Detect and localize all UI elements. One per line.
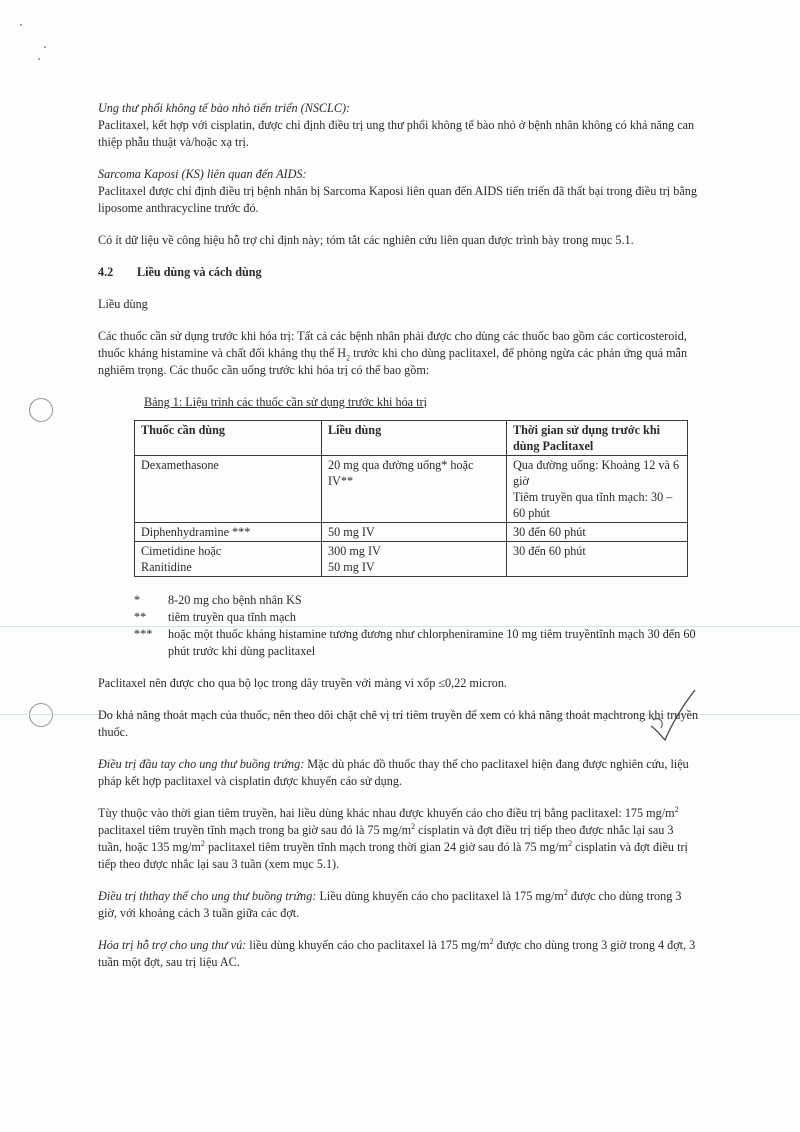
table-row (135, 456, 688, 523)
punch-hole-icon (29, 398, 53, 422)
superscript: 2 (200, 838, 205, 848)
paragraph-text: cisplatin và đợt điều trị tiếp theo được nhắc lại sau 3 tuần, hoặc 135 mg/m (98, 823, 674, 854)
subscript: 2 (346, 353, 351, 363)
paragraph-text: Liều dùng khuyến cáo cho paclitaxel là 175 mg/m (316, 889, 564, 903)
paragraph-text: cisplatin và đợt điều trị tiếp theo được nhắc lại sau 3 tuần (xem mục 5.1). (98, 840, 688, 871)
ks-heading: Sarcoma Kaposi (KS) liên quan đến AIDS: (98, 167, 307, 181)
dose-line: 50 mg IV (328, 560, 375, 574)
table-caption: Bảng 1: Liệu trình các thuốc cần sử dụng trước khi hóa trị (144, 395, 427, 409)
scan-speck (20, 24, 22, 26)
punch-hole-icon (29, 703, 53, 727)
table-cell-drug (135, 542, 322, 577)
superscript: 2 (411, 821, 416, 831)
footnote (134, 592, 700, 609)
footnote-mark: * (134, 593, 141, 607)
ks-text: Paclitaxel được chỉ định điều trị bệnh nhân bị Sarcoma Kaposi liên quan đến AIDS tiến triển đã thất bại trong điều trị bằng liposome anthracycline trước đó. (98, 184, 697, 215)
superscript: 2 (568, 838, 573, 848)
paragraph-label: Hóa trị hỗ trợ cho ung thư vú: (98, 938, 247, 952)
evidence-text: Có ít dữ liệu về công hiệu hỗ trợ chỉ định này; tóm tắt các nghiên cứu liên quan được trình bày trong mục 5.1. (98, 233, 634, 247)
paragraph-text: liều dùng khuyến cáo cho paclitaxel là 175 mg/m (246, 938, 490, 952)
drug-line: Cimetidine hoặc (141, 544, 222, 558)
infusion-paragraph (98, 805, 700, 873)
scan-speck (38, 58, 40, 60)
superscript: 2 (563, 887, 568, 897)
premedication-text-part: trước khi cho dùng paclitaxel, để phòng ngừa các phản ứng quá mẫn nghiêm trọng. Các thuốc cần uống trước khi hóa trị có thể bao gồm: (98, 346, 688, 377)
section-number: 4.2 (98, 265, 114, 279)
table-cell-dose: 20 mg qua đường uống* hoặc IV** (322, 456, 507, 523)
footnote (134, 626, 700, 660)
ovarian-first-line-paragraph (98, 756, 700, 790)
table-row (135, 542, 688, 577)
paragraph-label: Điều trị đầu tay cho ung thư buồng trứng: (98, 757, 305, 771)
paragraph-label: Điều trị ththay thế cho ung thư buồng trứng: (98, 889, 317, 903)
footnote-text: hoặc một thuốc kháng histamine tương đương như chlorpheniramine 10 mg tiêm truyềntĩnh mạch 30 đến 60 phút trước khi dùng paclitaxel (168, 627, 696, 658)
section-heading (98, 264, 700, 281)
time-line: Qua đường uống: Khoảng 12 và 6 giờ (513, 458, 680, 488)
paragraph-text: paclitaxel tiêm truyền tĩnh mạch trong thời gian 24 giờ sau đó là 75 mg/m (204, 840, 569, 854)
dosage-subheading: Liều dùng (98, 297, 148, 311)
table-cell-dose (322, 542, 507, 577)
table-cell-time (507, 456, 688, 523)
table-cell-dose: 50 mg IV (322, 523, 507, 542)
table-row (135, 523, 688, 542)
dose-line: 300 mg IV (328, 544, 381, 558)
table-cell-drug: Dexamethasone (135, 456, 322, 523)
nsclc-text: Paclitaxel, kết hợp với cisplatin, được chỉ định điều trị ung thư phổi không tế bào nhỏ ở bệnh nhân không có khả năng can thiệp phẫu thuật và/hoặc xạ trị. (98, 118, 695, 149)
footnote-text: tiêm truyền qua tĩnh mạch (168, 610, 296, 624)
table-cell-time: 30 đến 60 phút (507, 542, 688, 577)
footnote (134, 609, 700, 626)
time-line: Tiêm truyền qua tĩnh mạch: 30 – 60 phút (513, 490, 673, 520)
drug-line: Ranitidine (141, 560, 192, 574)
table-cell-time: 30 đến 60 phút (507, 523, 688, 542)
footnote-text: 8-20 mg cho bệnh nhân KS (168, 593, 302, 607)
breast-adjuvant-paragraph (98, 937, 700, 971)
ovarian-second-line-paragraph (98, 888, 700, 922)
paragraph-text: paclitaxel tiêm truyền tĩnh mạch trong ba giờ sau đó là 75 mg/m (98, 823, 412, 837)
section-title: Liều dùng và cách dùng (137, 265, 262, 279)
premedication-text-part: Các thuốc cần sử dụng trước khi hóa trị: Tất cả các bệnh nhân phải được cho dùng các thuốc bao gồm các corticosteroid, thuốc kháng histamine và chất đối kháng thụ thể H (98, 329, 687, 360)
table-header-cell: Liều dùng (322, 421, 507, 456)
premedication-text (98, 328, 700, 379)
document-body (98, 100, 700, 971)
paragraph-text: Mặc dù phác đồ thuốc thay thế cho paclitaxel hiện đang được nghiên cứu, liệu pháp kết hợp paclitaxel và cisplatin được khuyến cáo sử dụng. (98, 757, 689, 788)
filter-text: Paclitaxel nên được cho qua bộ lọc trong dây truyền với màng vi xốp ≤0,22 micron. (98, 676, 507, 690)
table-header-row (135, 421, 688, 456)
scan-speck (44, 46, 46, 48)
paragraph-text: được cho dùng trong 3 giờ, với khoảng cách 3 tuần giữa các đợt. (98, 889, 682, 920)
table-header-cell: Thuốc cần dùng (135, 421, 322, 456)
extravasation-text: Do khả năng thoát mạch của thuốc, nên theo dõi chặt chẽ vị trí tiêm truyền để xem có khả năng thoát mạchtrong khi truyền thuốc. (98, 708, 699, 739)
table-header-cell: Thời gian sử dụng trước khi dùng Paclitaxel (507, 421, 688, 456)
paragraph-text: Tùy thuộc vào thời gian tiêm truyền, hai liều dùng khác nhau được khuyến cáo cho điều trị bằng paclitaxel: 175 mg/m (98, 806, 675, 820)
nsclc-heading: Ung thư phổi không tế bào nhỏ tiến triển (NSCLC): (98, 101, 351, 115)
table-cell-drug: Diphenhydramine *** (135, 523, 322, 542)
superscript: 2 (489, 936, 494, 946)
paragraph-text: được cho dùng trong 3 giờ trong 4 đợt, 3 tuần một đợt, sau trị liệu AC. (98, 938, 696, 969)
footnote-mark: ** (134, 610, 147, 624)
footnote-mark: *** (134, 627, 153, 641)
premedication-table (134, 420, 688, 577)
superscript: 2 (674, 804, 679, 814)
